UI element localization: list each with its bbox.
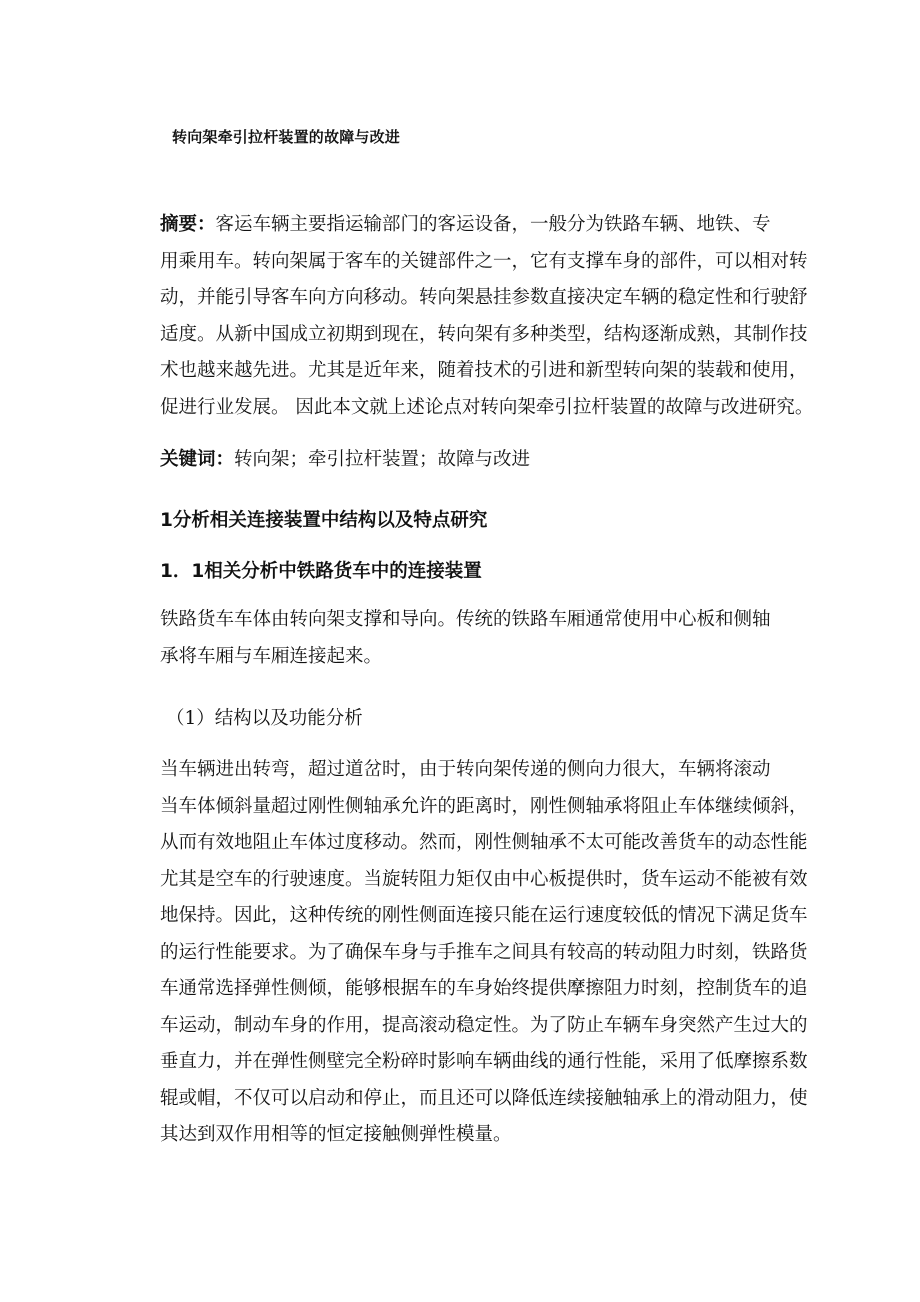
keywords-paragraph <box>160 442 780 479</box>
abstract-line-4: 适度。从新中国成立初期到现在，转向架有多种类型，结构逐渐成熟，其制作技 <box>160 323 808 345</box>
abstract-label: 摘要： <box>160 214 216 235</box>
document-title: 转向架牵引拉杆装置的故障与改进 <box>172 128 401 146</box>
abstract-line-3: 动，并能引导客车向方向移动。转向架悬挂参数直接决定车辆的稳定性和行驶舒 <box>160 287 808 308</box>
abstract-line-6: 促进行业发展。 因此本文就上述论点对转向架牵引拉杆装置的故障与改进研究。 <box>160 396 814 418</box>
subsection-paragraph <box>160 752 808 1154</box>
subsection-line-7: 车通常选择弹性侧倾，能够根据车的车身始终提供摩擦阻力时刻，控制货车的追 <box>160 978 808 999</box>
subsection-line-6: 的运行性能要求。为了确保车身与手推车之间具有较高的转动阻力时刻，铁路货 <box>160 941 808 963</box>
section-1-1-line-2: 承将车厢与车厢连接起来。 <box>160 645 383 667</box>
keywords-text: 转向架；牵引拉杆装置；故障与改进 <box>234 449 531 470</box>
abstract-paragraph <box>160 207 814 426</box>
abstract-line-2: 用乘用车。转向架属于客车的关键部件之一，它有支撑车身的部件，可以相对转 <box>160 250 808 272</box>
subsection-heading: （1）结构以及功能分析 <box>166 708 363 729</box>
section-1-1-paragraph <box>160 602 780 675</box>
abstract-line-1 <box>160 207 780 244</box>
keywords-line <box>160 442 780 479</box>
subsection-line-5: 地保持。因此，这种传统的刚性侧面连接只能在运行速度较低的情况下满足货车 <box>160 905 808 926</box>
subsection-line-11: 其达到双作用相等的恒定接触侧弹性模量。 <box>160 1124 512 1145</box>
subsection-line-10: 辊或帽，不仅可以启动和停止，而且还可以降低连续接触轴承上的滑动阻力，使 <box>160 1087 808 1109</box>
section-1-heading: 1分析相关连接装置中结构以及特点研究 <box>160 510 488 531</box>
subsection-line-1: 当车辆进出转弯，超过道岔时，由于转向架传递的侧向力很大，车辆将滚动 <box>160 759 771 780</box>
subsection-line-9: 垂直力，并在弹性侧壁完全粉碎时影响车辆曲线的通行性能，采用了低摩擦系数 <box>160 1051 808 1072</box>
subsection-line-8: 车运动，制动车身的作用，提高滚动稳定性。为了防止车辆车身突然产生过大的 <box>160 1014 808 1036</box>
section-1-1-line-1: 铁路货车车体由转向架支撑和导向。传统的铁路车厢通常使用中心板和侧轴 <box>160 609 771 630</box>
subsection-line-2: 当车体倾斜量超过刚性侧轴承允许的距离时，刚性侧轴承将阻止车体继续倾斜， <box>160 795 808 817</box>
subsection-line-3: 从而有效地阻止车体过度移动。然而，刚性侧轴承不太可能改善货车的动态性能 <box>160 832 808 853</box>
section-1-1-heading: 1．1相关分析中铁路货车中的连接装置 <box>160 561 482 582</box>
keywords-label: 关键词： <box>160 449 235 470</box>
subsection-line-4: 尤其是空车的行驶速度。当旋转阻力矩仅由中心板提供时，货车运动不能被有效 <box>160 868 808 890</box>
abstract-text-1: 客运车辆主要指运输部门的客运设备，一般分为铁路车辆、地铁、专 <box>215 214 771 235</box>
abstract-line-5: 术也越来越先进。尤其是近年来，随着技术的引进和新型转向架的装载和使用， <box>160 360 808 381</box>
